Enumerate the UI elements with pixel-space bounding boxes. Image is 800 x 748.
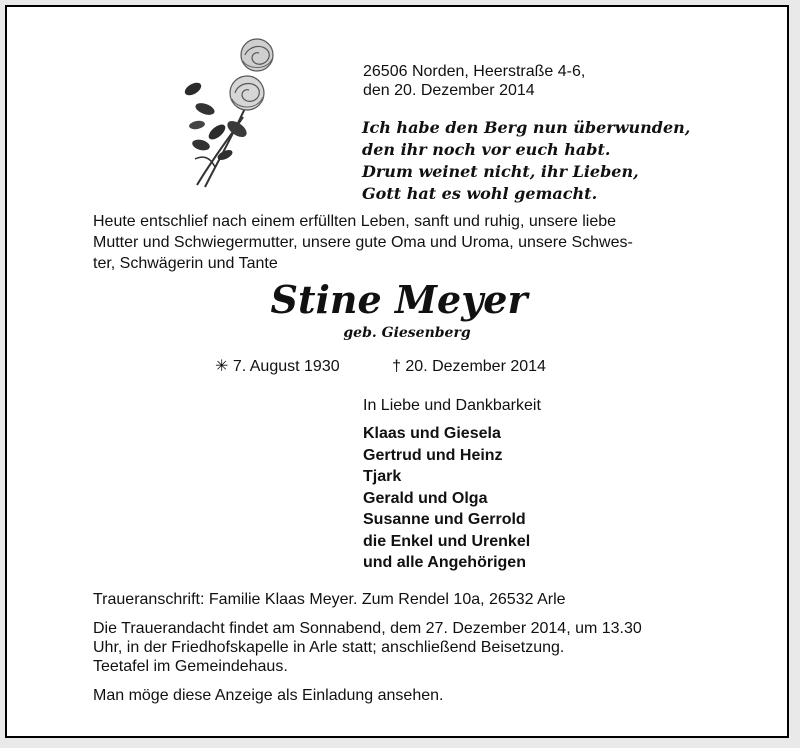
date-line: den 20. Dezember 2014 <box>363 82 535 99</box>
intro-line: Mutter und Schwiegermutter, unsere gute Oma und Uroma, unsere Schwes- <box>93 234 633 251</box>
list-item: Gerald und Olga <box>363 489 488 507</box>
service-line: Die Trauerandacht findet am Sonnabend, dem 27. Dezember 2014, um 13.30 <box>93 620 642 637</box>
header-address <box>363 62 585 100</box>
deceased-name: Stine Meyer <box>270 277 528 322</box>
list-item: Klaas und Giesela <box>363 425 501 442</box>
service-line: Uhr, in der Friedhofskapelle in Arle statt; anschließend Beisetzung. <box>93 639 565 656</box>
poem-line: Ich habe den Berg nun überwunden, <box>362 118 691 137</box>
service-line: Teetafel im Gemeindehaus. <box>93 658 288 675</box>
mourners-heading: In Liebe und Dankbarkeit <box>363 397 541 414</box>
mourning-address: Traueranschrift: Familie Klaas Meyer. Zum Rendel 10a, 26532 Arle <box>93 591 566 608</box>
address-line: 26506 Norden, Heerstraße 4-6, <box>363 63 586 80</box>
intro-line: ter, Schwägerin und Tante <box>93 255 278 272</box>
list-item: Tjark <box>363 468 402 485</box>
poem <box>362 117 690 205</box>
intro-line: Heute entschlief nach einem erfüllten Leben, sanft und ruhig, unsere liebe <box>93 213 617 230</box>
death-date: † 20. Dezember 2014 <box>392 358 546 375</box>
intro-text <box>93 211 711 274</box>
mourners-list <box>363 423 530 574</box>
poem-line: Drum weinet nicht, ihr Lieben, <box>362 162 639 181</box>
obituary-notice <box>5 5 789 738</box>
list-item: Susanne und Gerrold <box>363 511 526 528</box>
maiden-name: geb. Giesenberg <box>343 325 471 341</box>
poem-line: Gott hat es wohl gemacht. <box>362 184 598 203</box>
service-info <box>93 619 723 676</box>
birth-date: ✳ 7. August 1930 <box>215 358 340 375</box>
list-item: die Enkel und Urenkel <box>363 532 531 550</box>
life-dates <box>215 357 546 376</box>
roses-icon <box>175 37 295 192</box>
poem-line: den ihr noch vor euch habt. <box>362 140 611 159</box>
list-item: und alle Angehörigen <box>363 554 526 571</box>
closing-note: Man möge diese Anzeige als Einladung ansehen. <box>93 687 444 704</box>
list-item: Gertrud und Heinz <box>363 446 503 464</box>
